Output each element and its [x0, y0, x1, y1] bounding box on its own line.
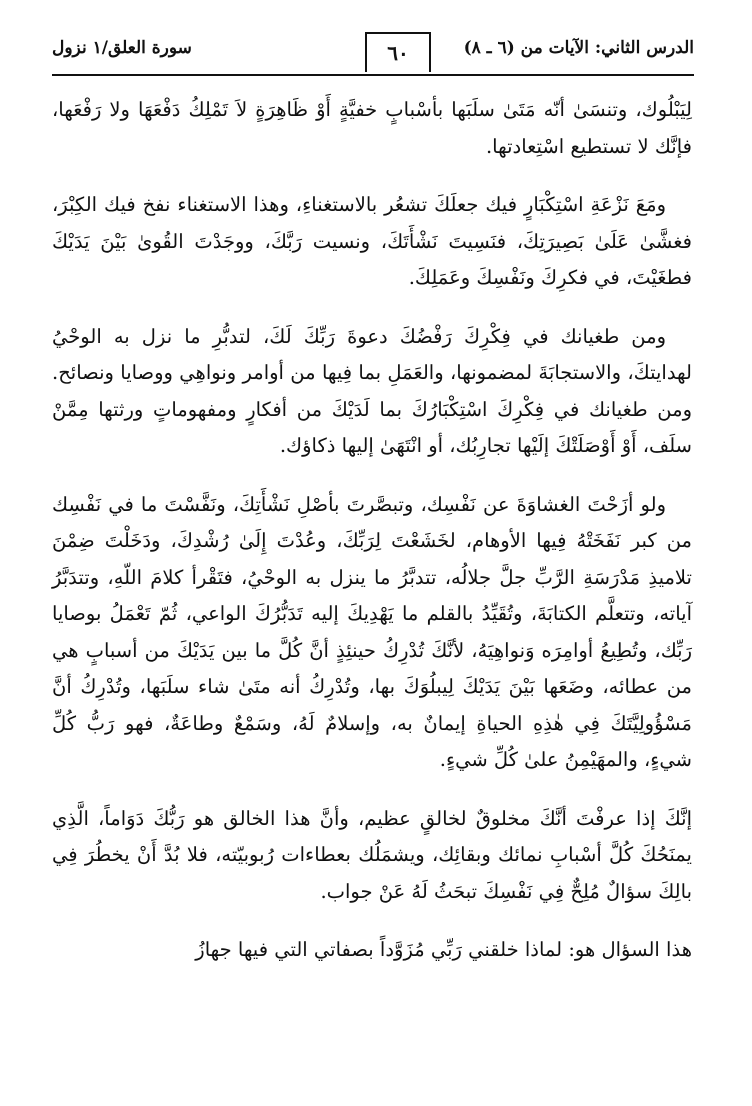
lesson-title: الدرس الثاني: الآيات من (٦ ـ ٨)	[463, 38, 694, 58]
paragraph: لِيَبْلُوك، وتنسَىٰ أنّه مَتَىٰ سلَبَها بأسْبابٍ خفيَّةٍ أَوْ ظَاهِرَةٍ لاَ تَمْلِكُ دَفْعَهَا ولا رَفْعَها، فإنَّك لا تستطيع اسْتِعادتها.	[52, 98, 692, 158]
paragraph: إنَّكَ إذا عرفْتَ أنَّكَ مخلوقٌ لخالقٍ عظيم، وأنَّ هذا الخالق هو رَبُّكَ دَوَاماً، الَّذِي يمنَحُكَ كُلَّ أسْبابِ نمائك وبقائِك، ويشمَلُك بعطاءات رُبوبيّته، فلا بُدَّ أَنْ يخطُرَ فِي بالِكَ سؤالٌ مُلِحٌّ فِي نَفْسِكَ تبحَثُ لَهُ عَنْ جواب.	[52, 806, 692, 903]
surah-label: سورة العلق/١ نزول	[52, 38, 192, 58]
page-header	[52, 30, 694, 76]
paragraph: ومَعَ نَزْعَةِ اسْتِكْبَارٍ فيك جعلَكَ تشعُر بالاستغناءِ، وهذا الاستغناء نفخ فيك الكِبْرَ، فغشَّىٰ عَلَىٰ بَصِيرَتِكَ، فنَسِيتَ نَشْأَتَكَ، ونسيت رَبَّكَ، ووجَدْتَ القُوىٰ بَيْنَ يَدَيْكَ فطغَيْتَ، في فكرِكَ ونَفْسِكَ وعَمَلِكَ.	[52, 193, 692, 289]
paragraph: هذا السؤال هو: لماذا خلقني رَبِّي مُزَوَّداً بصفاتي التي فيها جهازُ	[195, 938, 692, 961]
page-number: ٦٠	[365, 32, 431, 72]
paragraph: ولو أزَحْتَ الغشاوَةَ عن نَفْسِك، وتبصَّرتَ بأصْلِ نَشْأَتِكَ، ونَفَّسْتَ ما في نَفْسِك من كبر نَفَخَتْهُ فِيها الأوهام، لخَشَعْتَ لِرَبِّكَ، وعُدْتَ إِلَىٰ رُشْدِكَ، ودَخَلْتَ ضِمْنَ تلاميذِ مَدْرَسَةِ الرَّبِّ جلَّ جلالُه، تتدبَّرُ ما ينزل به الوحْيُ، فتَقْرأ كلامَ اللّهِ، وتتدَبَّرُ آياته، وتتعلَّم الكتابَةَ، وتُقَيِّدُ بالقلم ما يَهْدِيكَ إليه تَدَبُّرُكَ الواعي، ثُمّ تَعْمَلُ بوصايا رَبِّك، وتُطِيعُ أوامِرَه وَنواهِيَهُ، لأنَّكَ تُدْرِكُ حينئِذٍ أنَّ كُلَّ ما بين يَدَيْكَ من أسبابٍ هي من عطائه، وضَعَها بَيْنَ يَدَيْكَ لِيبلُوَكَ بها، وتُدْرِكُ أنه متَىٰ شاء سلَبَها، وتُدْرِكُ أنَّ مَسْؤُولِيَّتَكَ فِي هٰذِهِ الحياةِ إيمانٌ به، وإسلامٌ لَهُ، وسَمْعٌ وطاعَةٌ، فهو رَبُّ كُلِّ شيءٍ، والمهَيْمِنُ علىٰ كُلِّ شيءٍ.	[52, 492, 692, 771]
paragraph: ومن طغيانك في فِكْرِكَ رَفْضُكَ دعوةَ رَبِّكَ لَكَ، لتدبُّرِ ما نزل به الوحْيُ لهدايتكَ، والاستجابَةَ لمضمونها، والعَمَلِ بما فِيها من أوامر ونواهِي ووصايا ونصائح. ومن طغيانك في فِكْرِكَ اسْتِكْبَارُكَ بما لَدَيْكَ من أفكارٍ ومفهوماتٍ ورثتها مِمَّنْ سلَف، أَوْ أَوْصَلَتْكَ إلَيْها تجارِبُك، أو انْتَهَىٰ إليها ذكاؤك.	[52, 324, 692, 457]
page-body	[52, 92, 692, 969]
